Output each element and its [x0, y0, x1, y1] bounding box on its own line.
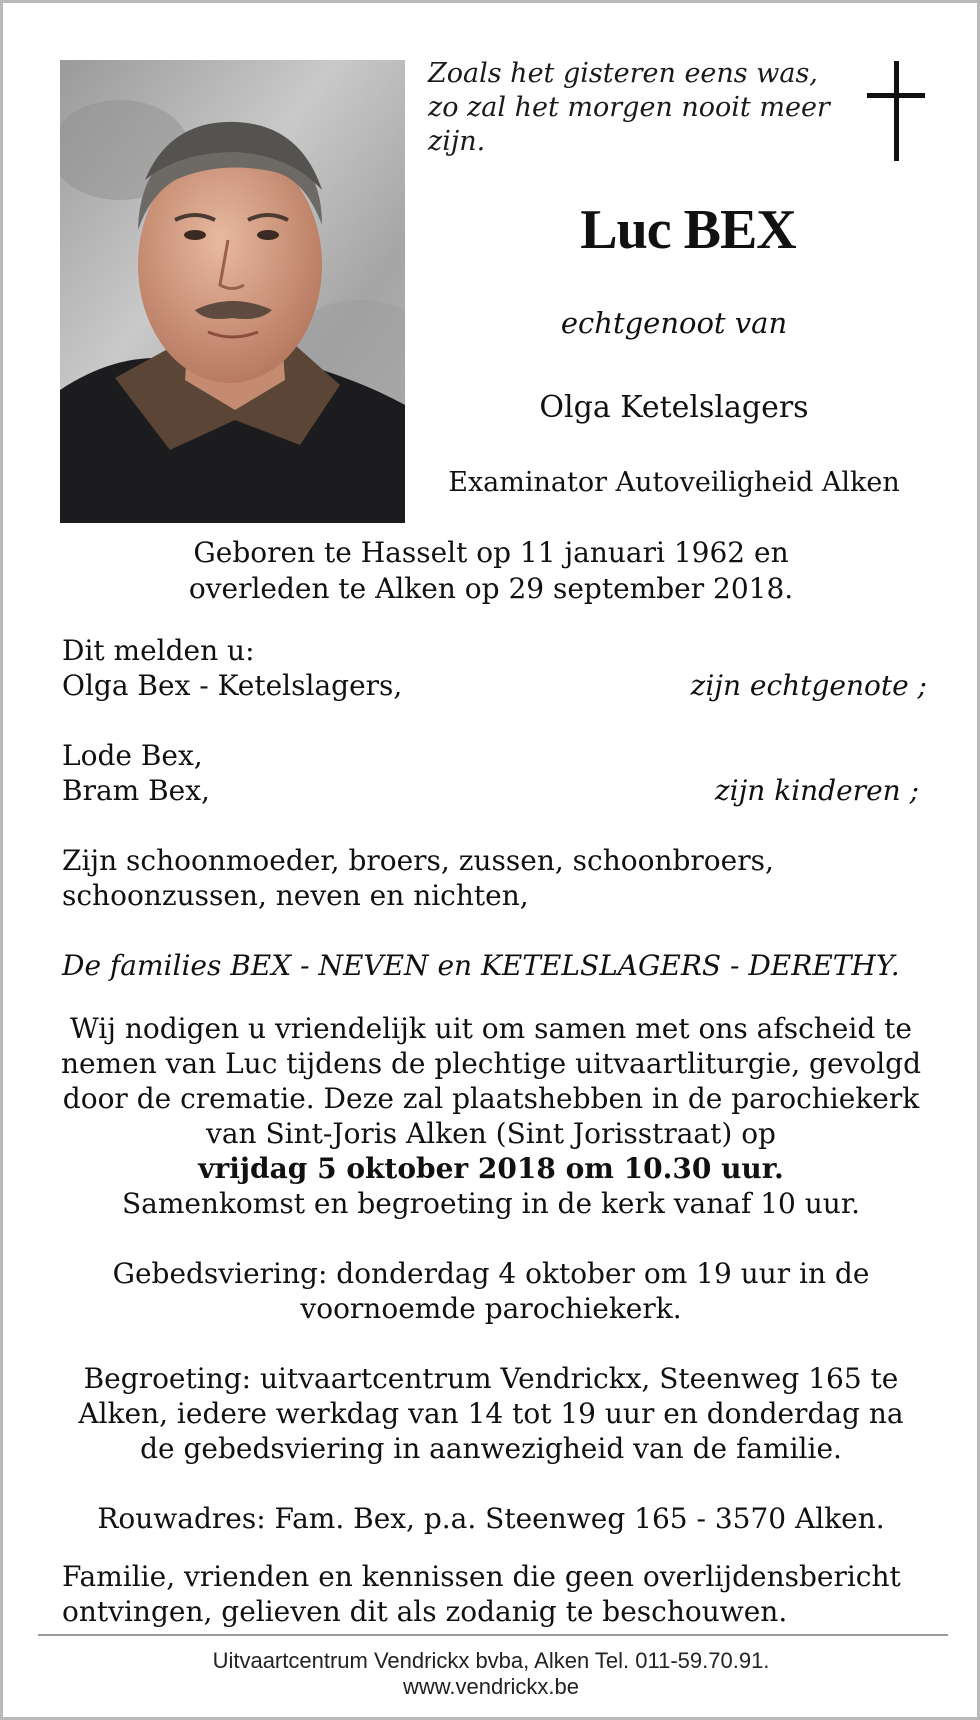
footer-divider	[38, 1634, 948, 1636]
prayer-line: voornoemde parochiekerk.	[300, 1292, 682, 1325]
visitation-line: Begroeting: uitvaartcentrum Vendrickx, Steenweg 165 te	[83, 1362, 899, 1395]
latin-cross-icon	[867, 61, 925, 163]
mourner-name: Lode Bex,	[62, 739, 203, 772]
mourner-relation: zijn kinderen ;	[714, 774, 919, 807]
visitation-line: de gebedsviering in aanwezigheid van de familie.	[140, 1432, 842, 1465]
funeral-home-contact: Uitvaartcentrum Vendrickx bvba, Alken Tel. 011-59.70.91.	[212, 1648, 770, 1673]
poem-line: zijn.	[428, 126, 486, 157]
relatives-line: Zijn schoonmoeder, broers, zussen, schoonbroers,	[62, 844, 774, 877]
closing-note	[62, 1559, 942, 1629]
mourning-address: Rouwadres: Fam. Bex, p.a. Steenweg 165 - 3570 Alken.	[97, 1502, 885, 1535]
spouse-name: Olga Ketelslagers	[539, 390, 809, 425]
occupation: Examinator Autoveiligheid Alken	[448, 467, 900, 498]
birth-line: Geboren te Hasselt op 11 januari 1962 en	[193, 536, 789, 569]
families-line: De families BEX - NEVEN en KETELSLAGERS - DERETHY.	[62, 949, 900, 982]
spouse-intro: echtgenoot van	[560, 306, 788, 340]
poem-line: Zoals het gisteren eens was,	[428, 58, 818, 89]
death-line: overleden te Alken op 29 september 2018.	[188, 572, 794, 605]
announcement-list	[62, 633, 927, 983]
poem-line: zo zal het morgen nooit meer	[428, 92, 830, 123]
ceremony-invitation	[33, 1011, 949, 1536]
visitation-line: Alken, iedere werkdag van 14 tot 19 uur en donderdag na	[78, 1397, 904, 1430]
mourner-name: Olga Bex - Ketelslagers,	[62, 669, 403, 702]
funeral-home-footer	[33, 1648, 949, 1700]
prayer-line: Gebedsviering: donderdag 4 oktober om 19 uur in de	[112, 1257, 870, 1290]
ceremony-gathering: Samenkomst en begroeting in de kerk vanaf 10 uur.	[121, 1187, 861, 1220]
portrait-image	[60, 60, 405, 523]
closing-note-line: ontvingen, gelieven dit als zodanig te beschouwen.	[62, 1595, 788, 1628]
closing-note-line: Familie, vrienden en kennissen die geen overlijdensbericht	[62, 1560, 901, 1593]
ceremony-line: nemen van Luc tijdens de plechtige uitvaartliturgie, gevolgd	[60, 1047, 922, 1080]
announcement-intro: Dit melden u:	[62, 634, 255, 667]
birth-death-dates	[33, 535, 949, 607]
mourner-relation: zijn echtgenote ;	[690, 669, 927, 702]
portrait-photo	[60, 60, 405, 523]
mourner-name: Bram Bex,	[62, 774, 210, 807]
mourner-row-child	[62, 738, 927, 773]
ceremony-date: vrijdag 5 oktober 2018 om 10.30 uur.	[198, 1152, 784, 1185]
funeral-home-website: www.vendrickx.be	[402, 1674, 580, 1699]
mourner-row-spouse	[62, 668, 927, 703]
mourner-row-child	[62, 773, 927, 808]
relatives-line: schoonzussen, neven en nichten,	[62, 879, 529, 912]
ceremony-line: van Sint-Joris Alken (Sint Jorisstraat) op	[206, 1117, 776, 1150]
deceased-name: Luc BEX	[580, 199, 796, 261]
ceremony-line: Wij nodigen u vriendelijk uit om samen met ons afscheid te	[70, 1012, 912, 1045]
poem-quote	[428, 57, 828, 159]
ceremony-line: door de crematie. Deze zal plaatshebben in de parochiekerk	[62, 1082, 920, 1115]
